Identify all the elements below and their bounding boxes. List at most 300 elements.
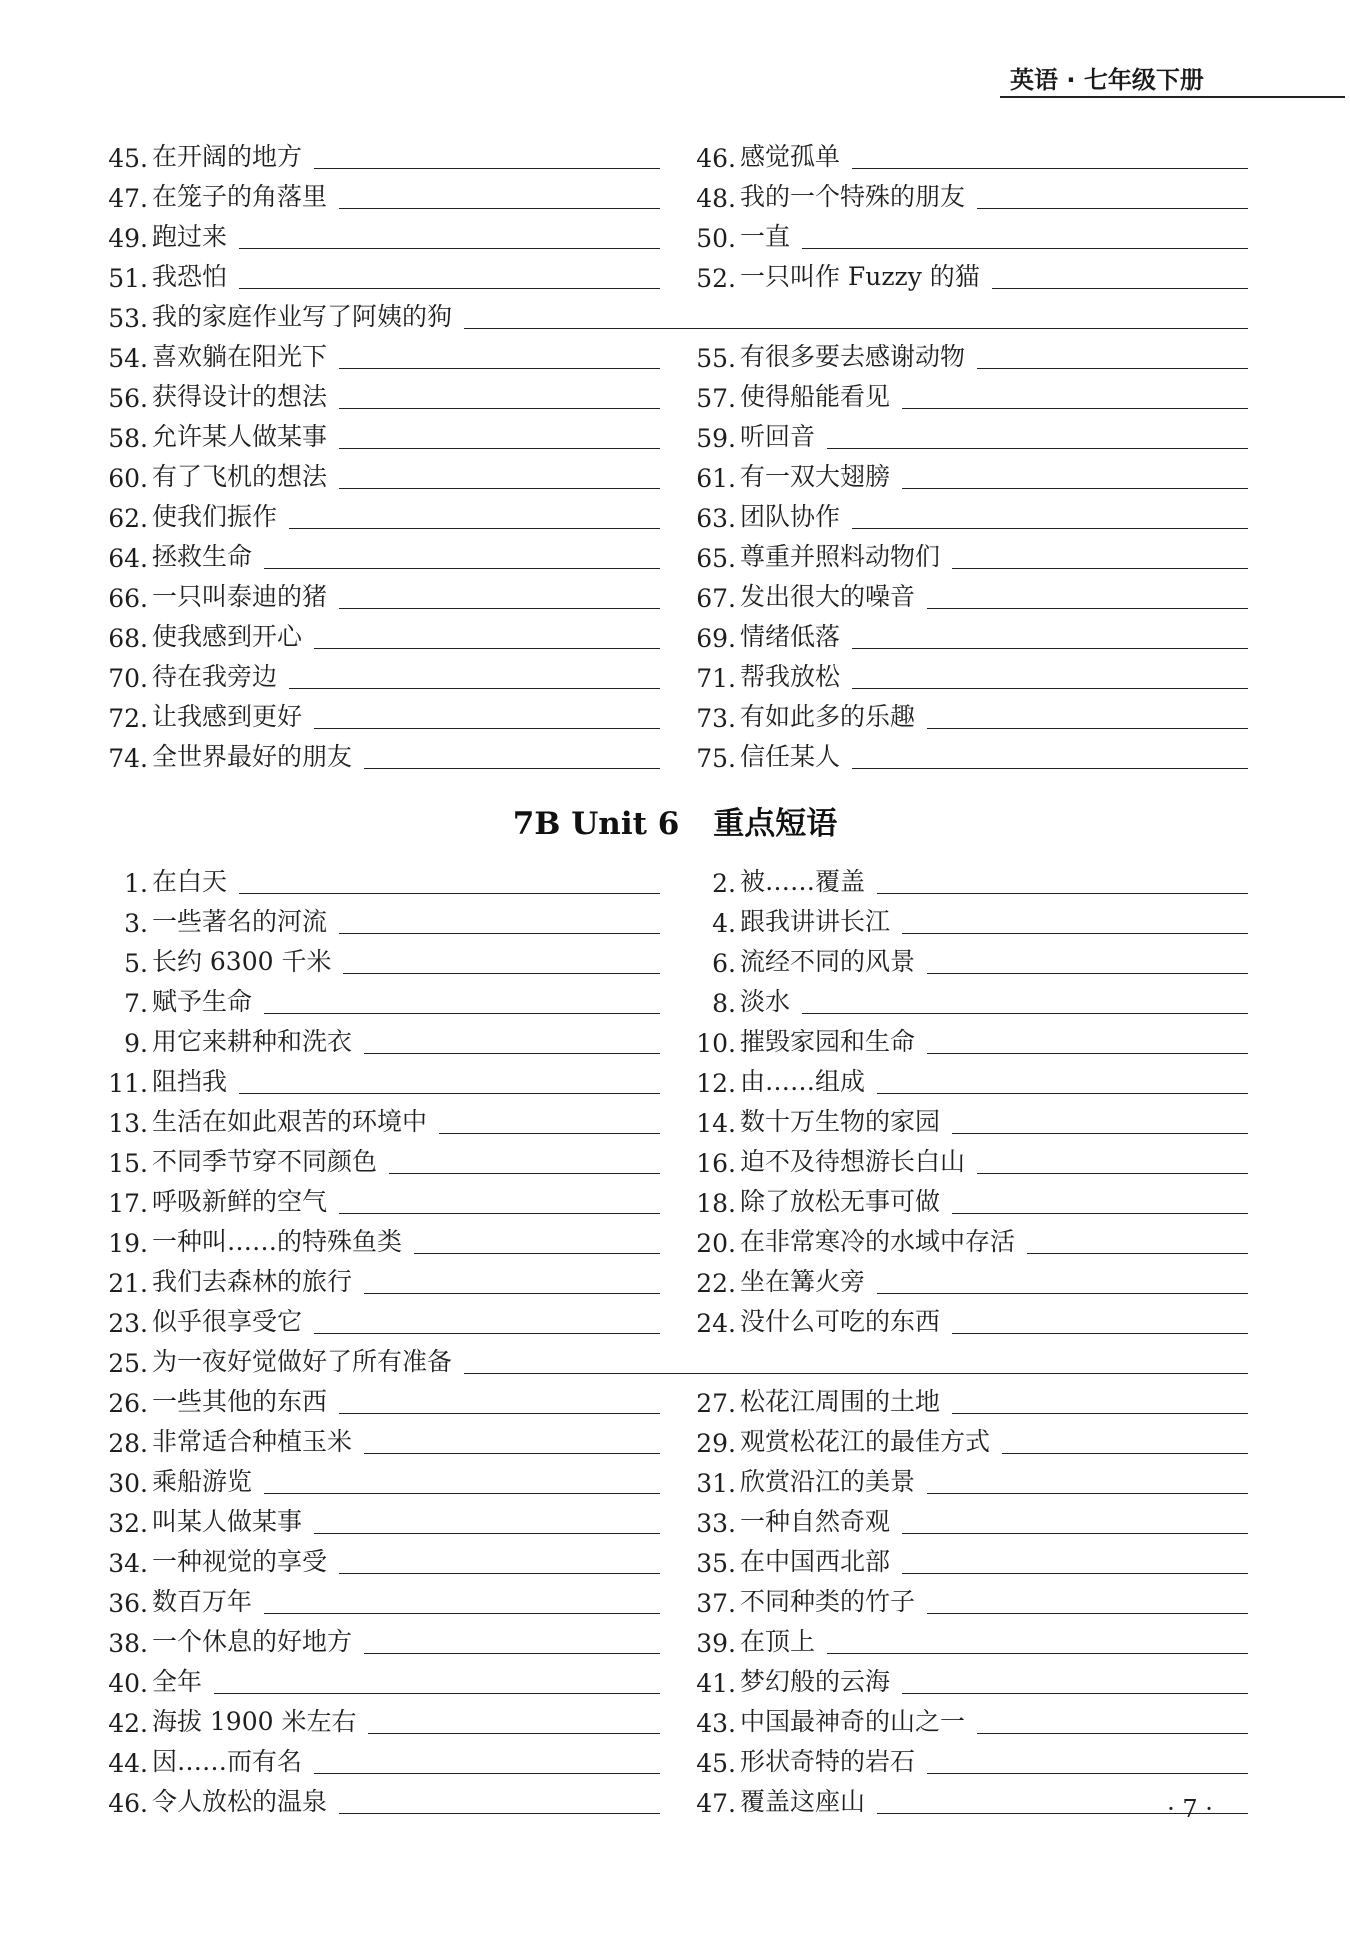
answer-blank[interactable] bbox=[389, 1173, 660, 1174]
answer-blank[interactable] bbox=[952, 1413, 1248, 1414]
list-item: 40 . 全年 bbox=[100, 1663, 660, 1703]
item-number: 10 bbox=[696, 1029, 728, 1058]
answer-blank[interactable] bbox=[927, 608, 1248, 609]
answer-blank[interactable] bbox=[339, 408, 660, 409]
item-number: 4 bbox=[712, 909, 728, 938]
item-text: 获得设计的想法 bbox=[151, 382, 327, 411]
item-number: 73 bbox=[696, 704, 728, 733]
item-text: 我恐怕 bbox=[151, 262, 227, 291]
item-number: 5 bbox=[124, 949, 140, 978]
item-number: 36 bbox=[108, 1589, 140, 1618]
item-text: 在白天 bbox=[151, 867, 227, 896]
item-number: 41 bbox=[696, 1669, 728, 1698]
item-number: 49 bbox=[108, 224, 140, 253]
list-item: 66 . 一只叫泰迪的猪 bbox=[100, 578, 660, 618]
item-number: 45 bbox=[696, 1749, 728, 1778]
list-item: 26 . 一些其他的东西 bbox=[100, 1383, 660, 1423]
answer-blank[interactable] bbox=[264, 1493, 660, 1494]
answer-blank[interactable] bbox=[927, 728, 1248, 729]
item-number: 46 bbox=[696, 144, 728, 173]
answer-blank[interactable] bbox=[852, 528, 1248, 529]
answer-blank[interactable] bbox=[952, 1213, 1248, 1214]
list-item: 52 . 一只叫作 Fuzzy 的猫 bbox=[688, 258, 1248, 298]
item-text: 一种自然奇观 bbox=[739, 1507, 890, 1536]
item-number: 61 bbox=[696, 464, 728, 493]
list-item: 67 . 发出很大的噪音 bbox=[688, 578, 1248, 618]
item-text: 松花江周围的土地 bbox=[739, 1387, 940, 1416]
item-text: 数十万生物的家园 bbox=[739, 1107, 940, 1136]
item-text: 不同季节穿不同颜色 bbox=[151, 1147, 377, 1176]
list-item: 3 . 一些著名的河流 bbox=[100, 903, 660, 943]
answer-blank[interactable] bbox=[902, 1533, 1248, 1534]
list-item: 54 . 喜欢躺在阳光下 bbox=[100, 338, 660, 378]
item-text: 除了放松无事可做 bbox=[739, 1187, 940, 1216]
item-number: 26 bbox=[108, 1389, 140, 1418]
item-text: 似乎很享受它 bbox=[151, 1307, 302, 1336]
item-number: 28 bbox=[108, 1429, 140, 1458]
list-item: 64 . 拯救生命 bbox=[100, 538, 660, 578]
item-number: 17 bbox=[108, 1189, 140, 1218]
item-text: 在开阔的地方 bbox=[151, 142, 302, 171]
answer-blank[interactable] bbox=[339, 608, 660, 609]
answer-blank[interactable] bbox=[927, 973, 1248, 974]
item-number: 44 bbox=[108, 1749, 140, 1778]
item-number: 1 bbox=[124, 869, 140, 898]
answer-blank[interactable] bbox=[802, 1013, 1248, 1014]
item-text: 使得船能看见 bbox=[739, 382, 890, 411]
list-item: 58 . 允许某人做某事 bbox=[100, 418, 660, 458]
item-number: 13 bbox=[108, 1109, 140, 1138]
item-number: 50 bbox=[696, 224, 728, 253]
answer-blank[interactable] bbox=[977, 1173, 1248, 1174]
answer-blank[interactable] bbox=[1027, 1253, 1248, 1254]
item-number: 11 bbox=[108, 1069, 140, 1098]
item-number: 70 bbox=[108, 664, 140, 693]
item-text: 使我们振作 bbox=[151, 502, 277, 531]
list-item: 68 . 使我感到开心 bbox=[100, 618, 660, 658]
answer-blank[interactable] bbox=[464, 1373, 1248, 1374]
item-number: 27 bbox=[696, 1389, 728, 1418]
item-text: 有了飞机的想法 bbox=[151, 462, 327, 491]
item-text: 在笼子的角落里 bbox=[151, 182, 327, 211]
list-item: 18 . 除了放松无事可做 bbox=[688, 1183, 1248, 1223]
list-item: 2 . 被……覆盖 bbox=[688, 863, 1248, 903]
list-item: 62 . 使我们振作 bbox=[100, 498, 660, 538]
item-text: 一些其他的东西 bbox=[151, 1387, 327, 1416]
list-item: 43 . 中国最神奇的山之一 bbox=[688, 1703, 1248, 1743]
list-item: 7 . 赋予生命 bbox=[100, 983, 660, 1023]
item-text: 坐在篝火旁 bbox=[739, 1267, 865, 1296]
answer-blank[interactable] bbox=[289, 528, 660, 529]
answer-blank[interactable] bbox=[239, 248, 660, 249]
item-text: 乘船游览 bbox=[151, 1467, 252, 1496]
answer-blank[interactable] bbox=[239, 893, 660, 894]
answer-blank[interactable] bbox=[339, 368, 660, 369]
list-item: 53 . 我的家庭作业写了阿姨的狗 bbox=[100, 298, 1248, 338]
answer-blank[interactable] bbox=[364, 1053, 660, 1054]
item-text: 数百万年 bbox=[151, 1587, 252, 1616]
list-item: 56 . 获得设计的想法 bbox=[100, 378, 660, 418]
item-number: 53 bbox=[108, 304, 140, 333]
list-item: 45 . 形状奇特的岩石 bbox=[688, 1743, 1248, 1783]
item-text: 待在我旁边 bbox=[151, 662, 277, 691]
item-number: 8 bbox=[712, 989, 728, 1018]
answer-blank[interactable] bbox=[368, 1733, 660, 1734]
list-item: 4 . 跟我讲讲长江 bbox=[688, 903, 1248, 943]
item-text: 使我感到开心 bbox=[151, 622, 302, 651]
list-item: 17 . 呼吸新鲜的空气 bbox=[100, 1183, 660, 1223]
item-number: 33 bbox=[696, 1509, 728, 1538]
item-number: 14 bbox=[696, 1109, 728, 1138]
answer-blank[interactable] bbox=[289, 688, 660, 689]
item-text: 因……而有名 bbox=[151, 1747, 302, 1776]
answer-blank[interactable] bbox=[439, 1133, 660, 1134]
item-number: 47 bbox=[696, 1789, 728, 1818]
item-number: 58 bbox=[108, 424, 140, 453]
item-number: 19 bbox=[108, 1229, 140, 1258]
list-item: 8 . 淡水 bbox=[688, 983, 1248, 1023]
answer-blank[interactable] bbox=[977, 208, 1248, 209]
item-number: 29 bbox=[696, 1429, 728, 1458]
item-text: 感觉孤单 bbox=[739, 142, 840, 171]
answer-blank[interactable] bbox=[927, 1613, 1248, 1614]
item-number: 18 bbox=[696, 1189, 728, 1218]
column-left bbox=[100, 1383, 660, 1823]
item-text: 为一夜好觉做好了所有准备 bbox=[151, 1347, 452, 1376]
item-text: 梦幻般的云海 bbox=[739, 1667, 890, 1696]
list-item: 63 . 团队协作 bbox=[688, 498, 1248, 538]
list-item: 30 . 乘船游览 bbox=[100, 1463, 660, 1503]
item-text: 一个休息的好地方 bbox=[151, 1627, 352, 1656]
list-item: 29 . 观赏松花江的最佳方式 bbox=[688, 1423, 1248, 1463]
answer-blank[interactable] bbox=[927, 1493, 1248, 1494]
list-item: 49 . 跑过来 bbox=[100, 218, 660, 258]
answer-blank[interactable] bbox=[852, 648, 1248, 649]
item-text: 没什么可吃的东西 bbox=[739, 1307, 940, 1336]
item-number: 66 bbox=[108, 584, 140, 613]
answer-blank[interactable] bbox=[977, 368, 1248, 369]
item-number: 45 bbox=[108, 144, 140, 173]
item-number: 62 bbox=[108, 504, 140, 533]
item-text: 一些著名的河流 bbox=[151, 907, 327, 936]
item-number: 40 bbox=[108, 1669, 140, 1698]
item-text: 在非常寒冷的水域中存活 bbox=[739, 1227, 1015, 1256]
item-number: 3 bbox=[124, 909, 140, 938]
list-item: 1 . 在白天 bbox=[100, 863, 660, 903]
item-number: 48 bbox=[696, 184, 728, 213]
full-width-item bbox=[100, 1343, 1248, 1383]
item-number: 2 bbox=[712, 869, 728, 898]
item-text: 跑过来 bbox=[151, 222, 227, 251]
item-text: 一种视觉的享受 bbox=[151, 1547, 327, 1576]
item-text: 淡水 bbox=[739, 987, 790, 1016]
heading-text: 重点短语 bbox=[713, 806, 838, 842]
item-text: 我的家庭作业写了阿姨的狗 bbox=[151, 302, 452, 331]
item-number: 72 bbox=[108, 704, 140, 733]
answer-blank[interactable] bbox=[952, 1133, 1248, 1134]
answer-blank[interactable] bbox=[902, 1693, 1248, 1694]
list-item: 33 . 一种自然奇观 bbox=[688, 1503, 1248, 1543]
list-item: 31 . 欣赏沿江的美景 bbox=[688, 1463, 1248, 1503]
item-text: 长约 6300 千米 bbox=[151, 947, 332, 976]
answer-blank[interactable] bbox=[339, 488, 660, 489]
list-item: 24 . 没什么可吃的东西 bbox=[688, 1303, 1248, 1343]
item-text: 欣赏沿江的美景 bbox=[739, 1467, 915, 1496]
item-number: 60 bbox=[108, 464, 140, 493]
list-item: 19 . 一种叫……的特殊鱼类 bbox=[100, 1223, 660, 1263]
full-width-item bbox=[100, 298, 1248, 338]
item-text: 一直 bbox=[739, 222, 790, 251]
answer-blank[interactable] bbox=[902, 488, 1248, 489]
item-text: 情绪低落 bbox=[739, 622, 840, 651]
item-number: 69 bbox=[696, 624, 728, 653]
list-item: 27 . 松花江周围的土地 bbox=[688, 1383, 1248, 1423]
answer-blank[interactable] bbox=[977, 1733, 1248, 1734]
item-number: 35 bbox=[696, 1549, 728, 1578]
list-item: 75 . 信任某人 bbox=[688, 738, 1248, 778]
item-text: 全年 bbox=[151, 1667, 202, 1696]
column-right bbox=[688, 1383, 1248, 1823]
item-number: 38 bbox=[108, 1629, 140, 1658]
item-number: 32 bbox=[108, 1509, 140, 1538]
item-text: 帮我放松 bbox=[739, 662, 840, 691]
answer-blank[interactable] bbox=[339, 208, 660, 209]
list-item: 32 . 叫某人做某事 bbox=[100, 1503, 660, 1543]
answer-blank[interactable] bbox=[927, 1053, 1248, 1054]
list-item: 47 . 覆盖这座山 bbox=[688, 1783, 1248, 1823]
answer-blank[interactable] bbox=[852, 768, 1248, 769]
list-item: 44 . 因……而有名 bbox=[100, 1743, 660, 1783]
item-number: 30 bbox=[108, 1469, 140, 1498]
list-item: 9 . 用它来耕种和洗衣 bbox=[100, 1023, 660, 1063]
item-number: 21 bbox=[108, 1269, 140, 1298]
list-item: 35 . 在中国西北部 bbox=[688, 1543, 1248, 1583]
item-number: 52 bbox=[696, 264, 728, 293]
answer-blank[interactable] bbox=[927, 1773, 1248, 1774]
list-item: 61 . 有一双大翅膀 bbox=[688, 458, 1248, 498]
item-text: 一种叫……的特殊鱼类 bbox=[151, 1227, 402, 1256]
list-item: 10 . 摧毁家园和生命 bbox=[688, 1023, 1248, 1063]
item-number: 65 bbox=[696, 544, 728, 573]
answer-blank[interactable] bbox=[877, 893, 1248, 894]
answer-blank[interactable] bbox=[314, 1533, 660, 1534]
column-right bbox=[688, 863, 1248, 1343]
list-item: 28 . 非常适合种植玉米 bbox=[100, 1423, 660, 1463]
item-text: 有很多要去感谢动物 bbox=[739, 342, 965, 371]
item-text: 一只叫泰迪的猪 bbox=[151, 582, 327, 611]
answer-blank[interactable] bbox=[339, 1213, 660, 1214]
item-text: 拯救生命 bbox=[151, 542, 252, 571]
answer-blank[interactable] bbox=[314, 728, 660, 729]
item-number: 47 bbox=[108, 184, 140, 213]
list-item: 5 . 长约 6300 千米 bbox=[100, 943, 660, 983]
column-left bbox=[100, 863, 660, 1343]
list-item: 13 . 生活在如此艰苦的环境中 bbox=[100, 1103, 660, 1143]
list-item: 34 . 一种视觉的享受 bbox=[100, 1543, 660, 1583]
column-right bbox=[688, 338, 1248, 778]
answer-blank[interactable] bbox=[902, 408, 1248, 409]
answer-blank[interactable] bbox=[339, 933, 660, 934]
answer-blank[interactable] bbox=[239, 1093, 660, 1094]
answer-blank[interactable] bbox=[364, 1653, 660, 1654]
item-text: 全世界最好的朋友 bbox=[151, 742, 352, 771]
list-item: 50 . 一直 bbox=[688, 218, 1248, 258]
answer-blank[interactable] bbox=[339, 448, 660, 449]
item-number: 25 bbox=[108, 1349, 140, 1378]
list-item: 11 . 阻挡我 bbox=[100, 1063, 660, 1103]
answer-blank[interactable] bbox=[314, 648, 660, 649]
item-text: 被……覆盖 bbox=[739, 867, 865, 896]
list-item: 41 . 梦幻般的云海 bbox=[688, 1663, 1248, 1703]
item-text: 赋予生命 bbox=[151, 987, 252, 1016]
answer-blank[interactable] bbox=[364, 1453, 660, 1454]
answer-blank[interactable] bbox=[339, 1813, 660, 1814]
column-left bbox=[100, 138, 660, 298]
answer-blank[interactable] bbox=[827, 1653, 1248, 1654]
item-number: 12 bbox=[696, 1069, 728, 1098]
answer-blank[interactable] bbox=[339, 1413, 660, 1414]
item-number: 56 bbox=[108, 384, 140, 413]
item-text: 海拔 1900 米左右 bbox=[151, 1707, 357, 1736]
answer-blank[interactable] bbox=[264, 568, 660, 569]
answer-blank[interactable] bbox=[314, 168, 660, 169]
item-text: 有一双大翅膀 bbox=[739, 462, 890, 491]
item-text: 观赏松花江的最佳方式 bbox=[739, 1427, 990, 1456]
item-number: 57 bbox=[696, 384, 728, 413]
answer-blank[interactable] bbox=[214, 1693, 660, 1694]
answer-blank[interactable] bbox=[414, 1253, 660, 1254]
list-item: 71 . 帮我放松 bbox=[688, 658, 1248, 698]
item-text: 非常适合种植玉米 bbox=[151, 1427, 352, 1456]
list-item: 37 . 不同种类的竹子 bbox=[688, 1583, 1248, 1623]
item-text: 流经不同的风景 bbox=[739, 947, 915, 976]
list-item: 22 . 坐在篝火旁 bbox=[688, 1263, 1248, 1303]
item-text: 不同种类的竹子 bbox=[739, 1587, 915, 1616]
item-number: 31 bbox=[696, 1469, 728, 1498]
answer-blank[interactable] bbox=[343, 973, 660, 974]
item-text: 覆盖这座山 bbox=[739, 1787, 865, 1816]
list-item: 57 . 使得船能看见 bbox=[688, 378, 1248, 418]
item-number: 43 bbox=[696, 1709, 728, 1738]
list-item: 16 . 迫不及待想游长白山 bbox=[688, 1143, 1248, 1183]
list-item: 36 . 数百万年 bbox=[100, 1583, 660, 1623]
item-text: 令人放松的温泉 bbox=[151, 1787, 327, 1816]
item-number: 64 bbox=[108, 544, 140, 573]
item-number: 20 bbox=[696, 1229, 728, 1258]
item-number: 67 bbox=[696, 584, 728, 613]
answer-blank[interactable] bbox=[339, 1573, 660, 1574]
section-heading bbox=[0, 798, 1350, 843]
item-text: 用它来耕种和洗衣 bbox=[151, 1027, 352, 1056]
list-item: 72 . 让我感到更好 bbox=[100, 698, 660, 738]
answer-blank[interactable] bbox=[992, 288, 1248, 289]
list-item: 60 . 有了飞机的想法 bbox=[100, 458, 660, 498]
item-number: 46 bbox=[108, 1789, 140, 1818]
list-item: 23 . 似乎很享受它 bbox=[100, 1303, 660, 1343]
item-text: 迫不及待想游长白山 bbox=[739, 1147, 965, 1176]
item-text: 中国最神奇的山之一 bbox=[739, 1707, 965, 1736]
answer-blank[interactable] bbox=[314, 1333, 660, 1334]
answer-blank[interactable] bbox=[852, 688, 1248, 689]
answer-blank[interactable] bbox=[264, 1613, 660, 1614]
header-title: 英语 · 七年级下册 bbox=[1010, 66, 1204, 94]
item-text: 跟我讲讲长江 bbox=[739, 907, 890, 936]
item-text: 由……组成 bbox=[739, 1067, 865, 1096]
item-number: 34 bbox=[108, 1549, 140, 1578]
item-number: 74 bbox=[108, 744, 140, 773]
item-number: 59 bbox=[696, 424, 728, 453]
answer-blank[interactable] bbox=[464, 328, 1248, 329]
item-text: 阻挡我 bbox=[151, 1067, 227, 1096]
answer-blank[interactable] bbox=[877, 1093, 1248, 1094]
answer-blank[interactable] bbox=[877, 1293, 1248, 1294]
item-number: 42 bbox=[108, 1709, 140, 1738]
list-item: 14 . 数十万生物的家园 bbox=[688, 1103, 1248, 1143]
item-text: 团队协作 bbox=[739, 502, 840, 531]
list-item: 48 . 我的一个特殊的朋友 bbox=[688, 178, 1248, 218]
item-text: 摧毁家园和生命 bbox=[739, 1027, 915, 1056]
list-item: 6 . 流经不同的风景 bbox=[688, 943, 1248, 983]
item-number: 9 bbox=[124, 1029, 140, 1058]
answer-blank[interactable] bbox=[364, 768, 660, 769]
item-text: 有如此多的乐趣 bbox=[739, 702, 915, 731]
answer-blank[interactable] bbox=[802, 248, 1248, 249]
answer-blank[interactable] bbox=[239, 288, 660, 289]
answer-blank[interactable] bbox=[902, 933, 1248, 934]
answer-blank[interactable] bbox=[1002, 1453, 1248, 1454]
list-item: 25 . 为一夜好觉做好了所有准备 bbox=[100, 1343, 1248, 1383]
item-text: 听回音 bbox=[739, 422, 815, 451]
list-item: 42 . 海拔 1900 米左右 bbox=[100, 1703, 660, 1743]
list-item: 21 . 我们去森林的旅行 bbox=[100, 1263, 660, 1303]
item-number: 75 bbox=[696, 744, 728, 773]
list-item: 51 . 我恐怕 bbox=[100, 258, 660, 298]
item-text: 发出很大的噪音 bbox=[739, 582, 915, 611]
item-text: 信任某人 bbox=[739, 742, 840, 771]
answer-blank[interactable] bbox=[852, 168, 1248, 169]
list-item: 45 . 在开阔的地方 bbox=[100, 138, 660, 178]
item-text: 呼吸新鲜的空气 bbox=[151, 1187, 327, 1216]
list-item: 20 . 在非常寒冷的水域中存活 bbox=[688, 1223, 1248, 1263]
list-item: 39 . 在顶上 bbox=[688, 1623, 1248, 1663]
answer-blank[interactable] bbox=[314, 1773, 660, 1774]
list-item: 69 . 情绪低落 bbox=[688, 618, 1248, 658]
answer-blank[interactable] bbox=[902, 1573, 1248, 1574]
answer-blank[interactable] bbox=[952, 568, 1248, 569]
item-text: 我的一个特殊的朋友 bbox=[739, 182, 965, 211]
answer-blank[interactable] bbox=[364, 1293, 660, 1294]
list-item: 46 . 感觉孤单 bbox=[688, 138, 1248, 178]
item-number: 39 bbox=[696, 1629, 728, 1658]
list-item: 46 . 令人放松的温泉 bbox=[100, 1783, 660, 1823]
item-number: 54 bbox=[108, 344, 140, 373]
column-left bbox=[100, 338, 660, 778]
item-number: 6 bbox=[712, 949, 728, 978]
answer-blank[interactable] bbox=[264, 1013, 660, 1014]
list-item: 65 . 尊重并照料动物们 bbox=[688, 538, 1248, 578]
column-right bbox=[688, 138, 1248, 298]
item-text: 生活在如此艰苦的环境中 bbox=[151, 1107, 427, 1136]
item-text: 在顶上 bbox=[739, 1627, 815, 1656]
item-number: 63 bbox=[696, 504, 728, 533]
answer-blank[interactable] bbox=[827, 448, 1248, 449]
item-number: 51 bbox=[108, 264, 140, 293]
answer-blank[interactable] bbox=[952, 1333, 1248, 1334]
item-number: 22 bbox=[696, 1269, 728, 1298]
list-item: 38 . 一个休息的好地方 bbox=[100, 1623, 660, 1663]
item-text: 尊重并照料动物们 bbox=[739, 542, 940, 571]
unit-label: 7B Unit 6 bbox=[512, 806, 680, 842]
